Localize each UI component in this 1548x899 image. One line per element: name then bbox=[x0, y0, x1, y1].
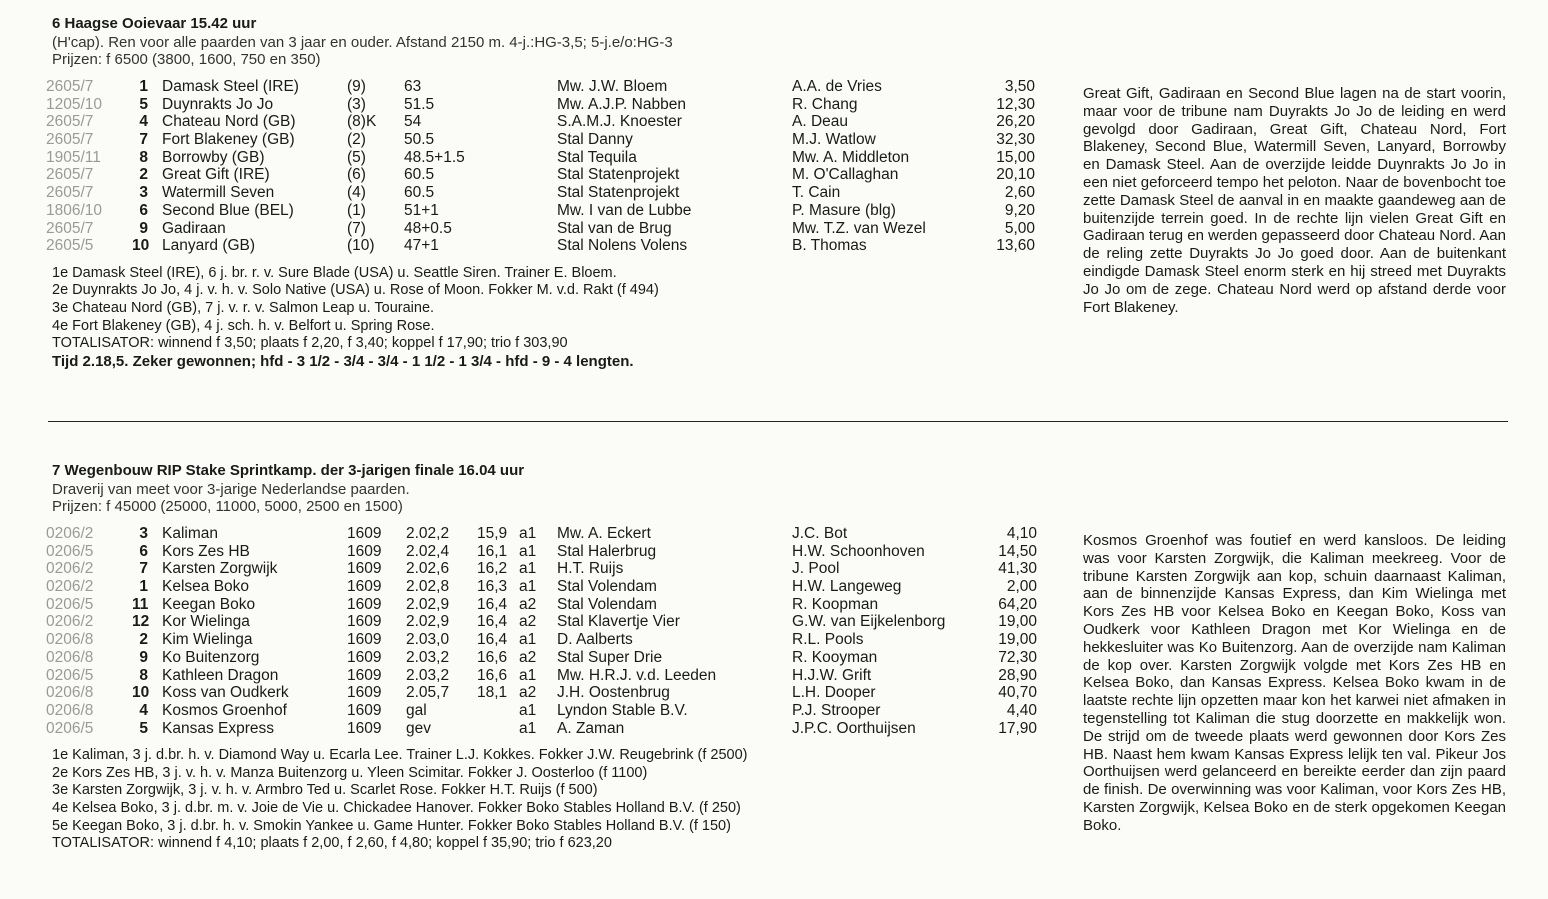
entry-row bbox=[46, 78, 1035, 96]
horse-name: Chateau Nord (GB) bbox=[162, 113, 296, 131]
entry-time: 2.03,2 bbox=[406, 648, 450, 666]
horse-name: Karsten Zorgwijk bbox=[162, 560, 278, 578]
result-line: 2e Kors Zes HB, 3 j. v. h. v. Manza Buitenzorg u. Yleen Scimitar. Fokker J. Oosterloo (f 1100) bbox=[52, 764, 648, 781]
horse-name: Great Gift (IRE) bbox=[162, 166, 270, 184]
entry-post: (10) bbox=[347, 237, 375, 255]
entry-km-time: 16,4 bbox=[477, 595, 508, 613]
entry-number: 1 bbox=[139, 578, 148, 596]
jockey-name: Mw. T.Z. van Wezel bbox=[792, 219, 926, 237]
driver-name: J.P.C. Oorthuijsen bbox=[792, 719, 916, 737]
race-title: 6 Haagse Ooievaar 15.42 uur bbox=[52, 15, 257, 32]
entry-row bbox=[46, 613, 1037, 631]
race-conditions: Draverij van meet voor 3-jarige Nederlandse paarden. bbox=[52, 481, 410, 498]
result-line: 3e Chateau Nord (GB), 7 j. v. r. v. Salmon Leap u. Touraine. bbox=[52, 300, 435, 317]
horse-name: Duynrakts Jo Jo bbox=[162, 95, 274, 113]
result-line: 4e Kelsea Boko, 3 j. d.br. m. v. Joie de Vie u. Chickadee Hanover. Fokker Boko Stables Holland B.V. (f 250) bbox=[52, 800, 741, 817]
entry-post: (4) bbox=[347, 184, 366, 202]
jockey-name: A. Deau bbox=[792, 113, 849, 131]
entry-class: a1 bbox=[519, 719, 537, 737]
entry-weight: 51.5 bbox=[404, 95, 435, 113]
entry-class: a2 bbox=[519, 595, 537, 613]
entry-class: a1 bbox=[519, 525, 537, 542]
result-line: 3e Karsten Zorgwijk, 3 j. v. h. v. Armbro Ted u. Scarlet Rose. Fokker H.T. Ruijs (f 500) bbox=[52, 782, 598, 799]
entry-km-time: 16,1 bbox=[477, 542, 508, 560]
entry-row bbox=[46, 719, 1037, 738]
entry-distance: 1609 bbox=[347, 684, 382, 702]
entries-table bbox=[46, 78, 1035, 255]
driver-name: P.J. Strooper bbox=[792, 701, 881, 719]
owner-name: Stal Tequila bbox=[557, 148, 637, 166]
entry-km-time: 16,4 bbox=[477, 631, 508, 649]
entry-odds: 15,00 bbox=[996, 148, 1035, 166]
entry-weight: 48+0.5 bbox=[404, 219, 452, 237]
horse-name: Kor Wielinga bbox=[162, 613, 250, 631]
entry-km-time: 16,2 bbox=[477, 560, 508, 578]
entry-odds: 2,60 bbox=[1004, 184, 1035, 202]
owner-name: Mw. J.W. Bloem bbox=[557, 78, 668, 95]
entry-time: 2.02,8 bbox=[406, 578, 450, 596]
entry-number: 11 bbox=[132, 595, 149, 613]
entry-number: 10 bbox=[132, 237, 150, 255]
entry-distance: 1609 bbox=[347, 719, 382, 737]
horse-name: Damask Steel (IRE) bbox=[162, 78, 299, 95]
race-7-section bbox=[46, 461, 1037, 853]
entry-row bbox=[46, 684, 1037, 702]
entry-odds: 12,30 bbox=[996, 95, 1035, 113]
jockey-name: A.A. de Vries bbox=[792, 78, 882, 95]
entry-row bbox=[46, 525, 1037, 543]
entry-date: 2605/7 bbox=[46, 78, 94, 95]
driver-name: H.W. Schoonhoven bbox=[792, 542, 925, 560]
owner-name: Mw. H.R.J. v.d. Leeden bbox=[557, 666, 717, 684]
race-6-section bbox=[46, 14, 1035, 370]
entry-weight: 47+1 bbox=[404, 237, 439, 255]
entry-odds: 41,30 bbox=[998, 560, 1037, 578]
entry-odds: 20,10 bbox=[996, 166, 1035, 184]
jockey-name: Mw. A. Middleton bbox=[792, 148, 910, 166]
entry-post: (6) bbox=[347, 166, 366, 184]
driver-name: R. Koopman bbox=[792, 595, 879, 613]
horse-name: Kansas Express bbox=[162, 719, 274, 737]
entry-date: 2605/7 bbox=[46, 166, 94, 184]
entry-km-time: 15,9 bbox=[477, 525, 508, 542]
entry-number: 9 bbox=[139, 219, 148, 237]
entry-weight: 60.5 bbox=[404, 184, 435, 202]
entry-row bbox=[46, 631, 1037, 649]
entry-date: 0206/5 bbox=[46, 595, 94, 613]
entry-date: 0206/8 bbox=[46, 631, 94, 649]
entry-post: (7) bbox=[347, 219, 366, 237]
entry-km-time: 16,4 bbox=[477, 613, 508, 631]
entry-number: 6 bbox=[139, 542, 148, 560]
entry-time: 2.03,0 bbox=[406, 631, 450, 649]
entry-time: gev bbox=[406, 719, 431, 737]
entry-odds: 72,30 bbox=[998, 648, 1037, 666]
driver-name: L.H. Dooper bbox=[792, 684, 876, 702]
entry-class: a2 bbox=[519, 648, 537, 666]
owner-name: Stal Statenprojekt bbox=[557, 184, 680, 202]
entry-distance: 1609 bbox=[347, 525, 382, 542]
entry-weight: 51+1 bbox=[404, 201, 439, 219]
entry-date: 1905/11 bbox=[46, 148, 101, 166]
entry-km-time: 16,6 bbox=[477, 666, 508, 684]
entry-post: (8)K bbox=[347, 113, 377, 131]
horse-name: Kelsea Boko bbox=[162, 578, 250, 596]
result-line: 2e Duynrakts Jo Jo, 4 j. v. h. v. Solo Native (USA) u. Rose of Moon. Fokker M. v.d. Rakt (f 494) bbox=[52, 282, 659, 299]
owner-name: Stal Halerbrug bbox=[557, 542, 657, 560]
driver-name: H.W. Langeweg bbox=[792, 578, 902, 596]
entry-post: (9) bbox=[347, 78, 366, 95]
entry-number: 3 bbox=[139, 525, 148, 542]
race-report: Great Gift, Gadiraan en Second Blue lagen na de start voorin, maar voor de tribune nam Duyrakts Jo Jo de leiding en werd gevolgd door Gadiraan, Great Gift, Chateau Nord, Fort Blakeney, Second Blue, Watermill Seven, Lanyard, Borrowby en Damask Steel. Aan de overzijde leidde Duynrakts Jo Jo in een niet geforceerd tempo het peloton. Naar de bovenbocht toe zette Damask Steel de aanval in en maakte gaandeweg aan de buitenzijde terrein goed. In de rechte lijn vielen Great Gift en Gadiraan terug en werden gepasseerd door Chateau Nord. Aan de reling zette Duyrakts Jo Jo goed door. Aan de buitenkant eindigde Damask Steel enorm sterk en hij streed met Duyrakts Jo Jo om de zege. Chateau Nord werd op afstand derde voor Fort Blakeney. bbox=[1083, 85, 1506, 316]
entry-post: (2) bbox=[347, 131, 366, 149]
entry-date: 0206/5 bbox=[46, 719, 94, 737]
entry-row bbox=[46, 95, 1035, 114]
entry-km-time: 16,6 bbox=[477, 648, 508, 666]
entry-odds: 3,50 bbox=[1004, 78, 1035, 95]
entry-odds: 14,50 bbox=[998, 542, 1037, 560]
entry-number: 8 bbox=[139, 666, 148, 684]
entry-row bbox=[46, 666, 1037, 685]
owner-name: Stal Danny bbox=[557, 131, 633, 149]
entry-number: 4 bbox=[139, 113, 148, 131]
entry-row bbox=[46, 201, 1035, 220]
entry-odds: 9,20 bbox=[1004, 201, 1035, 219]
owner-name: Stal Super Drie bbox=[557, 648, 663, 666]
entry-row bbox=[46, 648, 1037, 667]
entry-date: 0206/2 bbox=[46, 613, 94, 631]
entry-row bbox=[46, 701, 1037, 720]
entry-row bbox=[46, 560, 1037, 578]
entry-number: 1 bbox=[139, 78, 148, 95]
entries-table bbox=[46, 525, 1037, 737]
horse-name: Kaliman bbox=[162, 525, 218, 542]
entry-time: 2.03,2 bbox=[406, 666, 450, 684]
entry-weight: 48.5+1.5 bbox=[404, 148, 465, 166]
entry-time: 2.02,9 bbox=[406, 595, 450, 613]
entry-weight: 50.5 bbox=[404, 131, 435, 149]
horse-name: Lanyard (GB) bbox=[162, 237, 256, 255]
entry-distance: 1609 bbox=[347, 560, 382, 578]
driver-name: J.C. Bot bbox=[792, 525, 848, 542]
result-line: TOTALISATOR: winnend f 3,50; plaats f 2,20, f 3,40; koppel f 17,90; trio f 303,90 bbox=[52, 335, 568, 352]
entry-class: a1 bbox=[519, 631, 537, 649]
driver-name: J. Pool bbox=[792, 560, 840, 578]
race-report: Kosmos Groenhof was foutief en werd kansloos. De leiding was voor Karsten Zorgwijk, die Kaliman meekreeg. Voor de tribune Karsten Zorgwijk aan kop, schuin daarnaast Kaliman, aan de binnenzijde Kansas Express, dan Kim Wielinga met Kors Zes HB voor Kelsea Boko en Keegan Boko, Koss van Oudkerk voor Kathleen Dragon met Kor Wielinga en de hekkesluiter was Ko Buitenzorg. Aan de overzijde nam Kaliman de kop over. Karsten Zorgwijk volgde met Kors Zes HB en Kelsea Boko, dan Kansas Express. Kelsea Boko kwam in de laatste rechte lijn opzetten maar kon het karwei niet afmaken in tegenstelling tot Kaliman die stug doorzette en makkelijk won. De strijd om de tweede plaats werd gewonnen door Kors Zes HB. Naast hem kwam Kansas Express lelijk ten val. Pikeur Jos Oorthuijsen werd gelanceerd en bereikte eerder dan zijn paard de finish. De overwinning was voor Kaliman, voor Kors Zes HB, Karsten Zorgwijk, Kelsea Boko en de sterk opgekomen Keegan Boko. bbox=[1083, 532, 1506, 834]
entry-number: 10 bbox=[132, 684, 150, 702]
entry-time: 2.02,9 bbox=[406, 613, 450, 631]
entry-time: 2.02,4 bbox=[406, 542, 450, 560]
entry-odds: 19,00 bbox=[998, 631, 1037, 649]
entry-class: a1 bbox=[519, 542, 537, 560]
entry-odds: 4,10 bbox=[1006, 525, 1037, 542]
entry-number: 7 bbox=[139, 560, 148, 578]
entry-class: a2 bbox=[519, 684, 537, 702]
entry-odds: 32,30 bbox=[996, 131, 1035, 149]
driver-name: H.J.W. Grift bbox=[792, 666, 872, 684]
entry-post: (1) bbox=[347, 201, 366, 219]
entry-number: 6 bbox=[139, 201, 148, 219]
jockey-name: B. Thomas bbox=[792, 237, 867, 255]
horse-name: Ko Buitenzorg bbox=[162, 648, 260, 666]
results-block bbox=[52, 265, 673, 353]
entry-odds: 64,20 bbox=[998, 595, 1037, 613]
owner-name: S.A.M.J. Knoester bbox=[557, 113, 682, 131]
race-prizes: Prijzen: f 6500 (3800, 1600, 750 en 350) bbox=[52, 51, 321, 68]
entry-odds: 5,00 bbox=[1004, 219, 1035, 237]
entry-distance: 1609 bbox=[347, 631, 382, 649]
entry-number: 8 bbox=[139, 148, 148, 166]
entry-odds: 19,00 bbox=[998, 613, 1037, 631]
race-conditions: (H'cap). Ren voor alle paarden van 3 jaar en ouder. Afstand 2150 m. 4-j.:HG-3,5; 5-j.e/o:HG-3 bbox=[52, 34, 673, 51]
entry-row bbox=[46, 148, 1035, 167]
entry-row bbox=[46, 113, 1035, 131]
result-line: TOTALISATOR: winnend f 4,10; plaats f 2,00, f 2,60, f 4,80; koppel f 35,90; trio f 623,20 bbox=[52, 835, 612, 852]
entry-time: 2.02,2 bbox=[406, 525, 450, 542]
entry-row bbox=[46, 184, 1035, 202]
entry-weight: 60.5 bbox=[404, 166, 435, 184]
entry-odds: 13,60 bbox=[996, 237, 1035, 255]
owner-name: Lyndon Stable B.V. bbox=[557, 701, 688, 719]
owner-name: H.T. Ruijs bbox=[557, 560, 624, 578]
entry-class: a1 bbox=[519, 578, 537, 596]
entry-row bbox=[46, 578, 1037, 596]
entry-number: 2 bbox=[139, 631, 148, 649]
owner-name: Stal Nolens Volens bbox=[557, 237, 688, 255]
entry-row bbox=[46, 237, 1035, 255]
entry-date: 0206/5 bbox=[46, 666, 94, 684]
driver-name: R. Kooyman bbox=[792, 648, 878, 666]
results-block bbox=[52, 747, 748, 853]
entry-number: 3 bbox=[139, 184, 148, 202]
result-line: 1e Kaliman, 3 j. d.br. h. v. Diamond Way u. Ecarla Lee. Trainer L.J. Kokkes. Fokker J.W. Reugebrink (f 2500) bbox=[52, 747, 748, 764]
entry-post: (3) bbox=[347, 95, 366, 113]
horse-name: Kathleen Dragon bbox=[162, 666, 279, 684]
entry-date: 2605/7 bbox=[46, 184, 94, 202]
result-line: 4e Fort Blakeney (GB), 4 j. sch. h. v. Belfort u. Spring Rose. bbox=[52, 317, 435, 334]
entry-class: a2 bbox=[519, 613, 537, 631]
entry-row bbox=[46, 219, 1035, 238]
race-title: 7 Wegenbouw RIP Stake Sprintkamp. der 3-jarigen finale 16.04 uur bbox=[52, 462, 525, 479]
entry-number: 4 bbox=[139, 701, 148, 719]
owner-name: Stal Volendam bbox=[557, 595, 657, 613]
owner-name: J.H. Oostenbrug bbox=[557, 684, 670, 702]
entry-number: 2 bbox=[139, 166, 148, 184]
owner-name: Stal van de Brug bbox=[557, 219, 672, 237]
entry-post: (5) bbox=[347, 148, 366, 166]
horse-name: Kim Wielinga bbox=[162, 631, 253, 649]
entry-date: 2605/7 bbox=[46, 113, 94, 131]
entry-date: 0206/2 bbox=[46, 578, 94, 596]
jockey-name: M. O'Callaghan bbox=[792, 166, 899, 184]
horse-name: Koss van Oudkerk bbox=[162, 684, 289, 702]
entry-row bbox=[46, 595, 1037, 614]
entry-class: a1 bbox=[519, 701, 537, 719]
entry-weight: 54 bbox=[404, 113, 422, 131]
entry-distance: 1609 bbox=[347, 578, 382, 596]
horse-name: Kosmos Groenhof bbox=[162, 701, 287, 719]
horse-name: Borrowby (GB) bbox=[162, 148, 265, 166]
entry-odds: 40,70 bbox=[998, 684, 1037, 702]
entry-date: 2605/5 bbox=[46, 237, 94, 255]
entry-date: 0206/8 bbox=[46, 701, 94, 719]
entry-weight: 63 bbox=[404, 78, 422, 95]
entry-date: 0206/2 bbox=[46, 525, 94, 542]
entry-odds: 26,20 bbox=[996, 113, 1035, 131]
owner-name: Mw. A.J.P. Nabben bbox=[557, 95, 686, 113]
entry-class: a1 bbox=[519, 560, 537, 578]
horse-name: Gadiraan bbox=[162, 219, 226, 237]
horse-name: Kors Zes HB bbox=[162, 542, 250, 560]
driver-name: G.W. van Eijkelenborg bbox=[792, 613, 946, 631]
owner-name: Stal Klavertje Vier bbox=[557, 613, 680, 631]
owner-name: Stal Statenprojekt bbox=[557, 166, 680, 184]
entry-number: 7 bbox=[139, 131, 148, 149]
entry-time: 2.02,6 bbox=[406, 560, 450, 578]
race-time-line: Tijd 2.18,5. Zeker gewonnen; hfd - 3 1/2 - 3/4 - 3/4 - 1 1/2 - 1 3/4 - hfd - 9 - 4 lengten. bbox=[52, 352, 634, 370]
entry-number: 5 bbox=[139, 719, 148, 737]
entry-distance: 1609 bbox=[347, 701, 382, 719]
entry-odds: 28,90 bbox=[998, 666, 1037, 684]
entry-km-time: 16,3 bbox=[477, 578, 508, 596]
entry-km-time: 18,1 bbox=[477, 684, 508, 702]
result-line: 5e Keegan Boko, 3 j. d.br. h. v. Smokin Yankee u. Game Hunter. Fokker Boko Stables Holland B.V. (f 150) bbox=[52, 817, 731, 834]
entry-row bbox=[46, 542, 1037, 561]
section-divider bbox=[48, 421, 1508, 422]
entry-row bbox=[46, 166, 1035, 184]
jockey-name: P. Masure (blg) bbox=[792, 201, 896, 219]
entry-date: 2605/7 bbox=[46, 219, 94, 237]
race-prizes: Prijzen: f 45000 (25000, 11000, 5000, 2500 en 1500) bbox=[52, 498, 403, 515]
entry-odds: 17,90 bbox=[998, 719, 1037, 737]
entry-date: 0206/2 bbox=[46, 560, 94, 578]
owner-name: A. Zaman bbox=[557, 719, 625, 737]
jockey-name: T. Cain bbox=[792, 184, 841, 202]
entry-odds: 4,40 bbox=[1006, 701, 1037, 719]
owner-name: Mw. A. Eckert bbox=[557, 525, 651, 542]
entry-number: 9 bbox=[139, 648, 148, 666]
entry-odds: 2,00 bbox=[1006, 578, 1037, 596]
entry-date: 0206/8 bbox=[46, 648, 94, 666]
entry-row bbox=[46, 131, 1035, 149]
entry-time: gal bbox=[406, 701, 427, 719]
driver-name: R.L. Pools bbox=[792, 631, 864, 649]
entry-time: 2.05,7 bbox=[406, 684, 450, 702]
horse-name: Fort Blakeney (GB) bbox=[162, 131, 295, 149]
result-line: 1e Damask Steel (IRE), 6 j. br. r. v. Sure Blade (USA) u. Seattle Siren. Trainer E. Bloem. bbox=[52, 264, 617, 281]
entry-date: 1806/10 bbox=[46, 201, 103, 219]
owner-name: D. Aalberts bbox=[557, 631, 633, 649]
entry-distance: 1609 bbox=[347, 542, 382, 560]
entry-date: 0206/8 bbox=[46, 684, 94, 702]
owner-name: Mw. I van de Lubbe bbox=[557, 201, 692, 219]
entry-number: 5 bbox=[139, 95, 148, 113]
entry-distance: 1609 bbox=[347, 648, 382, 666]
entry-distance: 1609 bbox=[347, 613, 382, 631]
entry-date: 0206/5 bbox=[46, 542, 94, 560]
owner-name: Stal Volendam bbox=[557, 578, 657, 596]
jockey-name: R. Chang bbox=[792, 95, 858, 113]
entry-distance: 1609 bbox=[347, 666, 382, 684]
entry-date: 2605/7 bbox=[46, 131, 94, 149]
entry-class: a1 bbox=[519, 666, 537, 684]
horse-name: Second Blue (BEL) bbox=[162, 201, 294, 219]
horse-name: Keegan Boko bbox=[162, 595, 256, 613]
jockey-name: M.J. Watlow bbox=[792, 131, 876, 149]
entry-number: 12 bbox=[132, 613, 150, 631]
entry-date: 1205/10 bbox=[46, 95, 103, 113]
horse-name: Watermill Seven bbox=[162, 184, 275, 202]
entry-distance: 1609 bbox=[347, 595, 382, 613]
